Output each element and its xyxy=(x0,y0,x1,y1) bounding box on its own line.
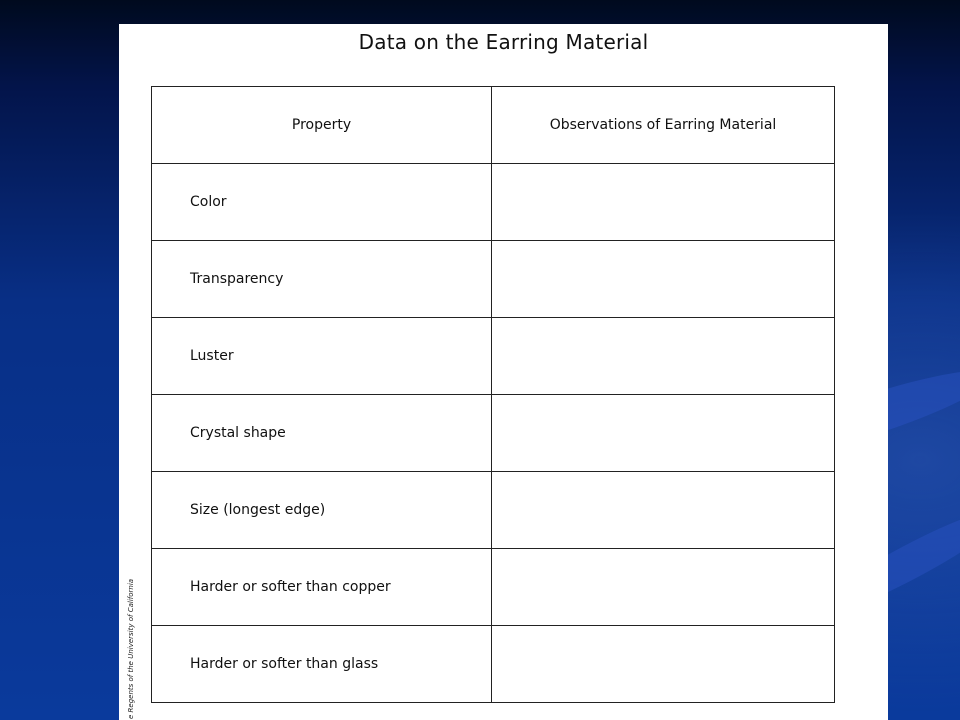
property-cell: Transparency xyxy=(152,241,492,318)
observation-table xyxy=(151,86,835,703)
document-title: Data on the Earring Material xyxy=(358,30,649,54)
property-cell: Size (longest edge) xyxy=(152,472,492,549)
property-cell: Harder or softer than copper xyxy=(152,549,492,626)
table-header-row xyxy=(152,87,835,164)
table-row xyxy=(152,395,835,472)
observation-cell[interactable] xyxy=(492,164,835,241)
property-cell: Color xyxy=(152,164,492,241)
table-row xyxy=(152,549,835,626)
observation-cell[interactable] xyxy=(492,318,835,395)
copyright-credit: e Regents of the University of California xyxy=(127,578,135,719)
table-row xyxy=(152,472,835,549)
property-cell: Crystal shape xyxy=(152,395,492,472)
observation-cell[interactable] xyxy=(492,549,835,626)
document-sheet xyxy=(119,24,888,720)
header-observations: Observations of Earring Material xyxy=(492,87,835,164)
table-row xyxy=(152,318,835,395)
observation-cell[interactable] xyxy=(492,395,835,472)
table-row xyxy=(152,164,835,241)
table-row xyxy=(152,626,835,703)
observation-cell[interactable] xyxy=(492,626,835,703)
observation-cell[interactable] xyxy=(492,241,835,318)
table-row xyxy=(152,241,835,318)
property-cell: Luster xyxy=(152,318,492,395)
observation-cell[interactable] xyxy=(492,472,835,549)
header-property: Property xyxy=(152,87,492,164)
property-cell: Harder or softer than glass xyxy=(152,626,492,703)
